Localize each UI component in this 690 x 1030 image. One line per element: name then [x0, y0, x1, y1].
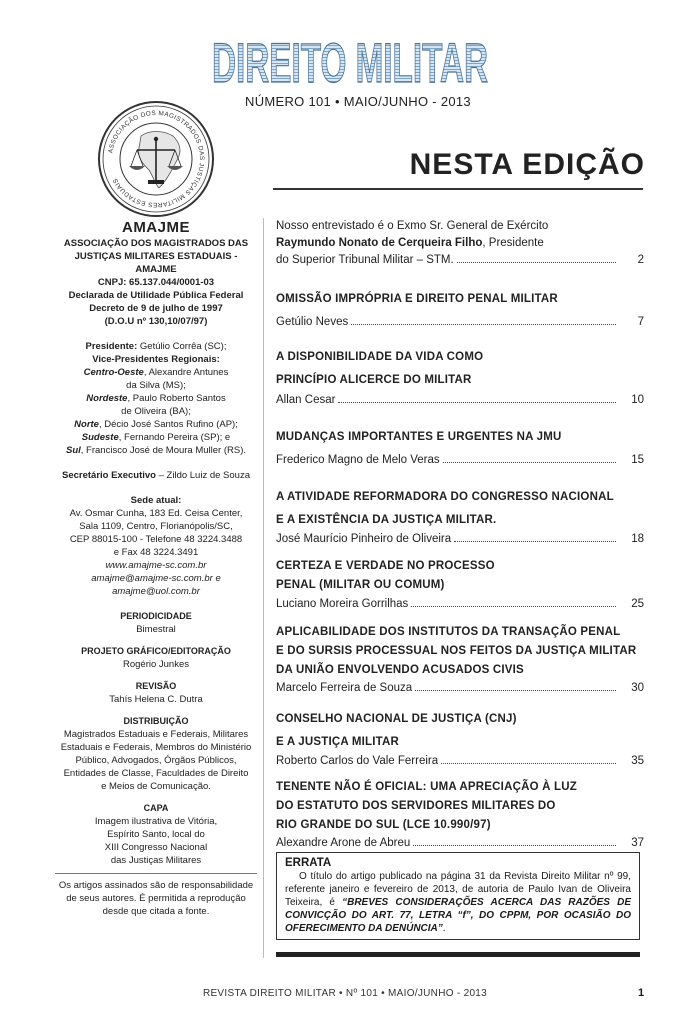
toc-entry-title-cont: E A EXISTÊNCIA DA JUSTIÇA MILITAR. [276, 514, 497, 526]
toc-page-number: 7 [637, 316, 644, 328]
revision-label: REVISÃO [135, 681, 177, 691]
toc-entry-title-cont: PENAL (MILITAR OU COMUM) [276, 579, 445, 591]
toc-page-number: 25 [631, 598, 644, 610]
president-line: Presidente: Getúlio Corrêa (SC); [85, 341, 227, 352]
toc-intro-line-1: Nosso entrevistado é o Exmo Sr. General de Exército [276, 220, 549, 232]
toc-entry-title: TENENTE NÃO É OFICIAL: UMA APRECIAÇÃO À LUZ [276, 781, 577, 793]
cover-line-3: XIII Congresso Nacional [104, 842, 208, 853]
masthead-info-column [55, 218, 257, 918]
toc-intro-line-2: Raymundo Nonato de Cerqueira Filho, Presidente [276, 237, 544, 249]
toc-page-number: 18 [631, 533, 644, 545]
org-name-2: JUSTIÇAS MILITARES ESTADUAIS - AMAJME [74, 251, 238, 275]
cover-line-4: das Justiças Militares [110, 855, 202, 866]
toc-page-number: 30 [631, 682, 644, 694]
executive-secretary: Secretário Executivo – Zildo Luiz de Souza [61, 470, 250, 481]
vp-nordeste-cont: de Oliveira (BA); [121, 406, 191, 417]
distribution-label: DISTRIBUIÇÃO [123, 716, 189, 726]
toc-entry[interactable] [276, 290, 644, 331]
toc-entry[interactable] [276, 348, 644, 409]
edition-title: NESTA EDIÇÃO [409, 148, 645, 181]
toc-entry-title-cont: RIO GRANDE DO SUL (LCE 10.990/97) [276, 819, 491, 831]
distribution-line-3: Público, Advogados, Órgãos Públicos, [75, 755, 237, 766]
toc-entry-title-cont: E A JUSTIÇA MILITAR [276, 736, 400, 748]
vp-nordeste: Nordeste, Paulo Roberto Santos [86, 393, 226, 404]
page-number: 1 [638, 987, 645, 999]
toc-entry[interactable] [276, 778, 644, 852]
toc-entry[interactable] [276, 623, 644, 697]
issue-line: NÚMERO 101 • MAIO/JUNHO - 2013 [245, 94, 471, 109]
title-rule [273, 188, 643, 190]
graphic-project-label: PROJETO GRÁFICO/EDITORAÇÃO [81, 646, 231, 656]
org-acronym: AMAJME [121, 219, 190, 236]
distribution-line-5: e Meios de Comunicação. [101, 781, 211, 792]
address-line-4: e Fax 48 3224.3491 [113, 547, 199, 558]
cover-line-2: Espírito Santo, local do [107, 829, 205, 840]
toc-page-number: 15 [631, 454, 644, 466]
toc-entry-author: Luciano Moreira Gorrilhas [276, 598, 409, 610]
toc-entry-interview[interactable] [276, 218, 644, 269]
toc-page-number: 37 [631, 837, 644, 849]
cover-line-1: Imagem ilustrativa de Vitória, [94, 816, 218, 827]
disclaimer-line-2: de seus autores. É permitida a reprodução [66, 893, 246, 904]
toc-entry-title: CONSELHO NACIONAL DE JUSTIÇA (CNJ) [276, 713, 517, 725]
org-name-1: ASSOCIAÇÃO DOS MAGISTRADOS DAS [63, 238, 249, 249]
errata-box [276, 852, 640, 940]
toc-entry-title: CERTEZA E VERDADE NO PROCESSO [276, 560, 495, 572]
bottom-bar [276, 952, 640, 957]
vp-centro-oeste: Centro-Oeste, Alexandre Antunes [83, 367, 229, 378]
vp-sul: Sul, Francisco José de Moura Muller (RS). [65, 445, 247, 456]
toc-intro-line-3: do Superior Tribunal Militar – STM. 2 [276, 252, 644, 269]
vp-sudeste: Sudeste, Fernando Pereira (SP); e [81, 432, 231, 443]
toc-entry-title: OMISSÃO IMPRÓPRIA E DIREITO PENAL MILITAR [276, 293, 558, 305]
masthead-title: DIREITO MILITAR [212, 31, 488, 94]
toc-page-number: 2 [637, 254, 644, 266]
org-declaration-2: Decreto de 9 de julho de 1997 [89, 303, 223, 314]
email-links[interactable]: amajme@amajme-sc.com.br e amajme@uol.com.br [91, 573, 221, 597]
vp-norte: Norte, Décio José Santos Rufino (AP); [74, 419, 238, 430]
toc-entry-title-cont: DA UNIÃO ENVOLVENDO ACUSADOS CIVIS [276, 664, 524, 676]
toc-entry[interactable] [276, 710, 644, 770]
distribution-line-2: Estaduais e Federais, Membros do Ministério [60, 742, 252, 753]
toc-entry-title: A ATIVIDADE REFORMADORA DO CONGRESSO NACIONAL [276, 491, 614, 503]
address-line-3: CEP 88015-100 - Telefone 48 3224.3488 [69, 534, 243, 545]
cover-label: CAPA [143, 803, 169, 813]
toc-entry-title: A DISPONIBILIDADE DA VIDA COMO [276, 351, 484, 363]
disclaimer-line-1: Os artigos assinados são de responsabilidade [58, 880, 254, 891]
toc-entry-author: Alexandre Arone de Abreu [276, 837, 411, 849]
masthead-logo [205, 30, 495, 92]
toc-entry-title-cont: E DO SURSIS PROCESSUAL NOS FEITOS DA JUSTIÇA MILITAR [276, 645, 637, 657]
seal-text: ASSOCIAÇÃO DOS MAGISTRADOS DAS JUSTIÇAS MILITARES ESTADUAIS [107, 109, 206, 209]
toc-page-number: 35 [631, 755, 644, 767]
toc-entry-author: Getúlio Neves [276, 316, 349, 328]
errata-title: ERRATA [285, 857, 332, 869]
org-cnpj: CNPJ: 65.137.044/0001-03 [97, 277, 215, 288]
vice-presidents-label: Vice-Presidentes Regionais: [92, 354, 220, 365]
toc-entry-title-cont: PRINCÍPIO ALICERCE DO MILITAR [276, 374, 472, 386]
column-divider [263, 218, 264, 958]
toc-entry-author: José Maurício Pinheiro de Oliveira [276, 533, 452, 545]
periodicity-value: Bimestral [136, 624, 176, 635]
toc-entry-title: MUDANÇAS IMPORTANTES E URGENTES NA JMU [276, 431, 562, 443]
errata-text: O título do artigo publicado na página 31 da Revista Direito Militar nº 99, referente janeiro e fevereiro de 2013, de autoria de Paulo Ivan de Oliveira Teixeira, é “BREVES CONSIDERAÇÕES ACERCA DAS RAZÕES DE CONVICÇÃO DO ART. 77, LETRA “f”, DO CPPM, POR OCASIÃO DO OFERECIMENTO DA DENÚNCIA”. [285, 871, 631, 934]
org-declaration-3: (D.O.U nº 130,10/07/97) [104, 316, 208, 327]
org-declaration-1: Declarada de Utilidade Pública Federal [68, 290, 244, 301]
distribution-line-4: Entidades de Classe, Faculdades de Direito [63, 768, 249, 779]
toc-entry-author: Frederico Magno de Melo Veras [276, 454, 440, 466]
toc-entry[interactable] [276, 557, 644, 613]
address-line-1: Av. Osmar Cunha, 183 Ed. Ceisa Center, [69, 508, 243, 519]
distribution-line-1: Magistrados Estaduais e Federais, Militares [63, 729, 249, 740]
toc-entry[interactable] [276, 428, 644, 469]
address-line-2: Sala 1109, Centro, Florianópolis/SC, [79, 521, 233, 532]
graphic-project-value: Rogério Junkes [122, 659, 189, 670]
toc-entry-title-cont: DO ESTATUTO DOS SERVIDORES MILITARES DO [276, 800, 556, 812]
disclaimer-line-3: desde que citada a fonte. [102, 906, 210, 917]
toc-entry-title: APLICABILIDADE DOS INSTITUTOS DA TRANSAÇÃO PENAL [276, 626, 621, 638]
toc-entry-author: Roberto Carlos do Vale Ferreira [276, 755, 439, 767]
address-label: Sede atual: [130, 495, 182, 506]
page-footer: REVISTA DIREITO MILITAR • Nº 101 • MAIO/JUNHO - 2013 [202, 988, 488, 999]
periodicity-label: PERIODICIDADE [120, 611, 192, 621]
revision-value: Tahís Helena C. Dutra [109, 694, 203, 705]
vp-centro-oeste-cont: da Silva (MS); [126, 380, 186, 391]
toc-entry[interactable] [276, 488, 644, 548]
toc-page-number: 10 [631, 394, 644, 406]
toc-entry-author: Marcelo Ferreira de Souza [276, 682, 413, 694]
website-link[interactable]: www.amajme-sc.com.br [105, 560, 207, 571]
toc-entry-author: Allan Cesar [276, 394, 336, 406]
